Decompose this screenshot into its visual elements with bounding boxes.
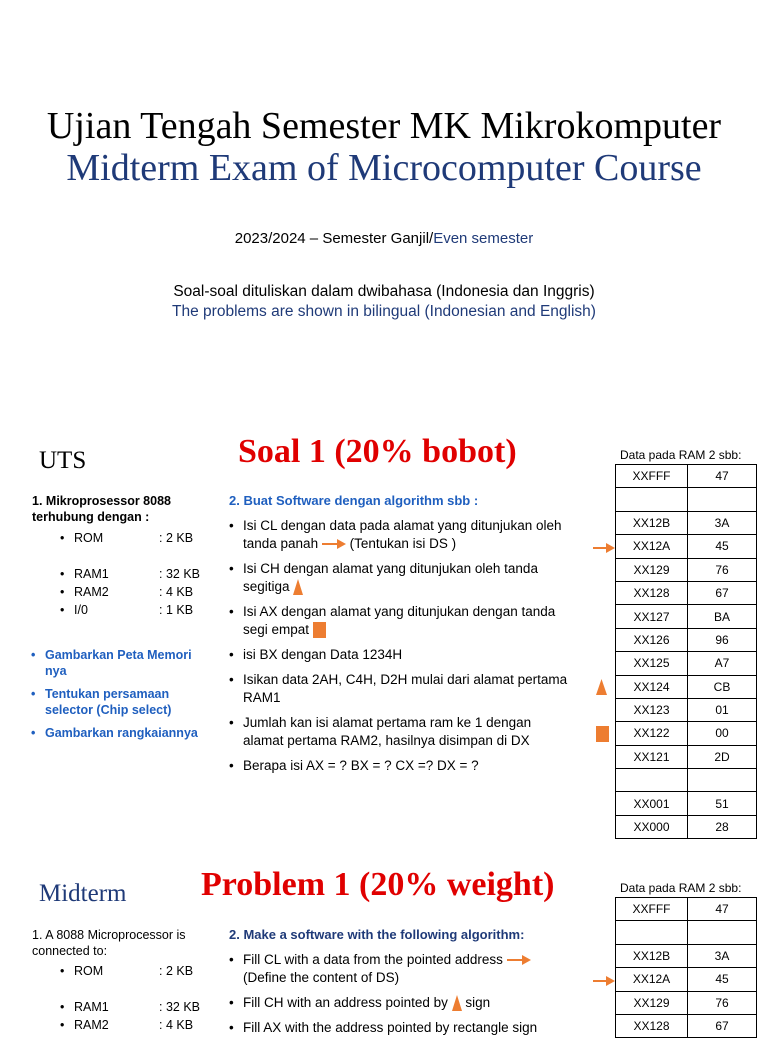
ram-value: 00 xyxy=(688,722,757,745)
task-chip-select: • Tentukan persamaan selector (Chip select) xyxy=(31,687,201,718)
ram-address: XX12B xyxy=(616,944,688,967)
ram-address: XX122 xyxy=(616,722,688,745)
table-row xyxy=(616,605,757,628)
component-rom: • ROM : 2 KB xyxy=(60,962,200,980)
ram-value: BA xyxy=(688,605,757,628)
rectangle-icon xyxy=(596,726,609,742)
question-1-text: Mikroprosessor 8088 terhubung dengan : xyxy=(32,494,171,524)
ram-address xyxy=(616,769,688,792)
ram-value: 45 xyxy=(688,968,757,991)
question-1-title-id xyxy=(32,493,212,525)
ram-value: 2D xyxy=(688,745,757,768)
problem-heading-id: Soal 1 (20% bobot) xyxy=(238,433,517,470)
component-ram2: • RAM2 : 4 KB xyxy=(60,1016,200,1034)
table-row xyxy=(616,1014,757,1037)
ram-value: 67 xyxy=(688,1014,757,1037)
ram-address: XX121 xyxy=(616,745,688,768)
ram-value: 96 xyxy=(688,628,757,651)
table-row xyxy=(616,581,757,604)
title-indonesian: Ujian Tengah Semester MK Mikrokomputer xyxy=(46,105,722,147)
ram-value: A7 xyxy=(688,652,757,675)
semester-english: Even semester xyxy=(433,230,534,247)
table-row xyxy=(616,745,757,768)
rectangle-icon xyxy=(313,622,326,638)
table-row xyxy=(616,628,757,651)
ram-value: 47 xyxy=(688,465,757,488)
table-row xyxy=(616,652,757,675)
ram-address: XX124 xyxy=(616,675,688,698)
ram-value: 45 xyxy=(688,535,757,558)
ram-address: XX126 xyxy=(616,628,688,651)
ram-address: XX12A xyxy=(616,535,688,558)
table-row xyxy=(616,465,757,488)
step-fill-bx: • isi BX dengan Data 1234H xyxy=(229,646,574,664)
component-ram1: • RAM1 : 32 KB xyxy=(60,565,200,583)
question-1-title-en: 1. A 8088 Microprocessor is connected to: xyxy=(32,928,186,958)
ram-address: XX129 xyxy=(616,558,688,581)
ram-address xyxy=(616,488,688,511)
triangle-icon xyxy=(452,995,462,1011)
table-row xyxy=(616,698,757,721)
step-fill-ram1: • Isikan data 2AH, C4H, D2H mulai dari alamat pertama RAM1 xyxy=(229,671,574,707)
ram-value xyxy=(688,488,757,511)
algorithm-steps-en xyxy=(229,951,574,1037)
ram-address: XXFFF xyxy=(616,898,688,921)
note-indonesian: Soal-soal dituliskan dalam dwibahasa (Indonesia dan Inggris) xyxy=(173,283,595,300)
step-question: • Berapa isi AX = ? BX = ? CX =? DX = ? xyxy=(229,757,574,775)
table-row xyxy=(616,815,757,838)
algorithm-steps-id xyxy=(229,517,574,775)
note-english: The problems are shown in bilingual (Indonesian and English) xyxy=(172,303,596,320)
component-io: • I/0 : 1 KB xyxy=(60,601,200,619)
question-2-title-id: 2. Buat Software dengan algorithm sbb : xyxy=(229,493,479,508)
ram-value: 47 xyxy=(688,898,757,921)
slide-label-midterm: Midterm xyxy=(39,880,127,907)
step-fill-cl-en: • Fill CL with a data from the pointed address (Define the content of DS) xyxy=(229,951,574,987)
table-row xyxy=(616,535,757,558)
table-row xyxy=(616,991,757,1014)
ram-address: XX123 xyxy=(616,698,688,721)
step-sum-dx: • Jumlah kan isi alamat pertama ram ke 1 dengan alamat pertama RAM2, hasilnya disimpan di DX xyxy=(229,714,574,750)
ram-value: CB xyxy=(688,675,757,698)
components-list-id xyxy=(60,529,200,619)
component-ram2: • RAM2 : 4 KB xyxy=(60,583,200,601)
step-fill-cl: • Isi CL dengan data pada alamat yang ditunjukan oleh tanda panah (Tentukan isi DS ) xyxy=(229,517,574,553)
ram2-data-table-en xyxy=(615,897,757,1038)
ram2-data-table-id xyxy=(615,464,757,839)
ram-value: 76 xyxy=(688,991,757,1014)
components-list-en xyxy=(60,962,200,1034)
ram-address: XXFFF xyxy=(616,465,688,488)
component-rom: • ROM : 2 KB xyxy=(60,529,200,547)
question-2-title-en: 2. Make a software with the following algorithm: xyxy=(229,927,525,942)
task-circuit: • Gambarkan rangkaiannya xyxy=(31,726,201,742)
ram-caption-id: Data pada RAM 2 sbb: xyxy=(620,448,742,462)
table-row xyxy=(616,968,757,991)
tasks-list-id xyxy=(31,648,201,742)
ram-value: 28 xyxy=(688,815,757,838)
table-row xyxy=(616,769,757,792)
arrow-icon xyxy=(593,976,615,986)
arrow-icon xyxy=(322,539,346,549)
arrow-icon xyxy=(507,955,531,965)
ram-value: 67 xyxy=(688,581,757,604)
step-fill-ax-en: • Fill AX with the address pointed by rectangle sign xyxy=(229,1019,574,1037)
ram-value: 76 xyxy=(688,558,757,581)
ram-value: 01 xyxy=(688,698,757,721)
triangle-icon xyxy=(596,679,607,695)
component-ram1: • RAM1 : 32 KB xyxy=(60,998,200,1016)
table-row xyxy=(616,944,757,967)
ram-address: XX000 xyxy=(616,815,688,838)
ram-value: 3A xyxy=(688,511,757,534)
table-row xyxy=(616,558,757,581)
ram-address: XX12B xyxy=(616,511,688,534)
ram-address: XX12A xyxy=(616,968,688,991)
step-fill-ch-en: • Fill CH with an address pointed by sign xyxy=(229,994,574,1012)
ram-address: XX128 xyxy=(616,581,688,604)
ram-value xyxy=(688,921,757,944)
task-memory-map: • Gambarkan Peta Memori nya xyxy=(31,648,201,679)
table-row xyxy=(616,488,757,511)
ram-address: XX127 xyxy=(616,605,688,628)
ram-value: 51 xyxy=(688,792,757,815)
problem-heading-en: Problem 1 (20% weight) xyxy=(201,866,555,903)
triangle-icon xyxy=(293,579,303,595)
step-fill-ax: • Isi AX dengan alamat yang ditunjukan dengan tanda segi empat xyxy=(229,603,574,639)
table-row xyxy=(616,722,757,745)
ram-value xyxy=(688,769,757,792)
ram-address: XX128 xyxy=(616,1014,688,1037)
ram-address: XX129 xyxy=(616,991,688,1014)
title-english: Midterm Exam of Microcomputer Course xyxy=(66,147,702,189)
arrow-icon xyxy=(593,543,615,553)
table-row xyxy=(616,898,757,921)
step-fill-ch: • Isi CH dengan alamat yang ditunjukan oleh tanda segitiga xyxy=(229,560,574,596)
slide-label-uts: UTS xyxy=(39,447,87,474)
ram-caption-en: Data pada RAM 2 sbb: xyxy=(620,881,742,895)
ram-address xyxy=(616,921,688,944)
ram-address: XX125 xyxy=(616,652,688,675)
table-row xyxy=(616,792,757,815)
question-1-number: 1. xyxy=(32,494,43,508)
table-row xyxy=(616,511,757,534)
semester-indonesian: 2023/2024 – Semester Ganjil/ xyxy=(234,230,434,247)
table-row xyxy=(616,921,757,944)
ram-value: 3A xyxy=(688,944,757,967)
ram-address: XX001 xyxy=(616,792,688,815)
table-row xyxy=(616,675,757,698)
semester-line xyxy=(0,230,768,247)
